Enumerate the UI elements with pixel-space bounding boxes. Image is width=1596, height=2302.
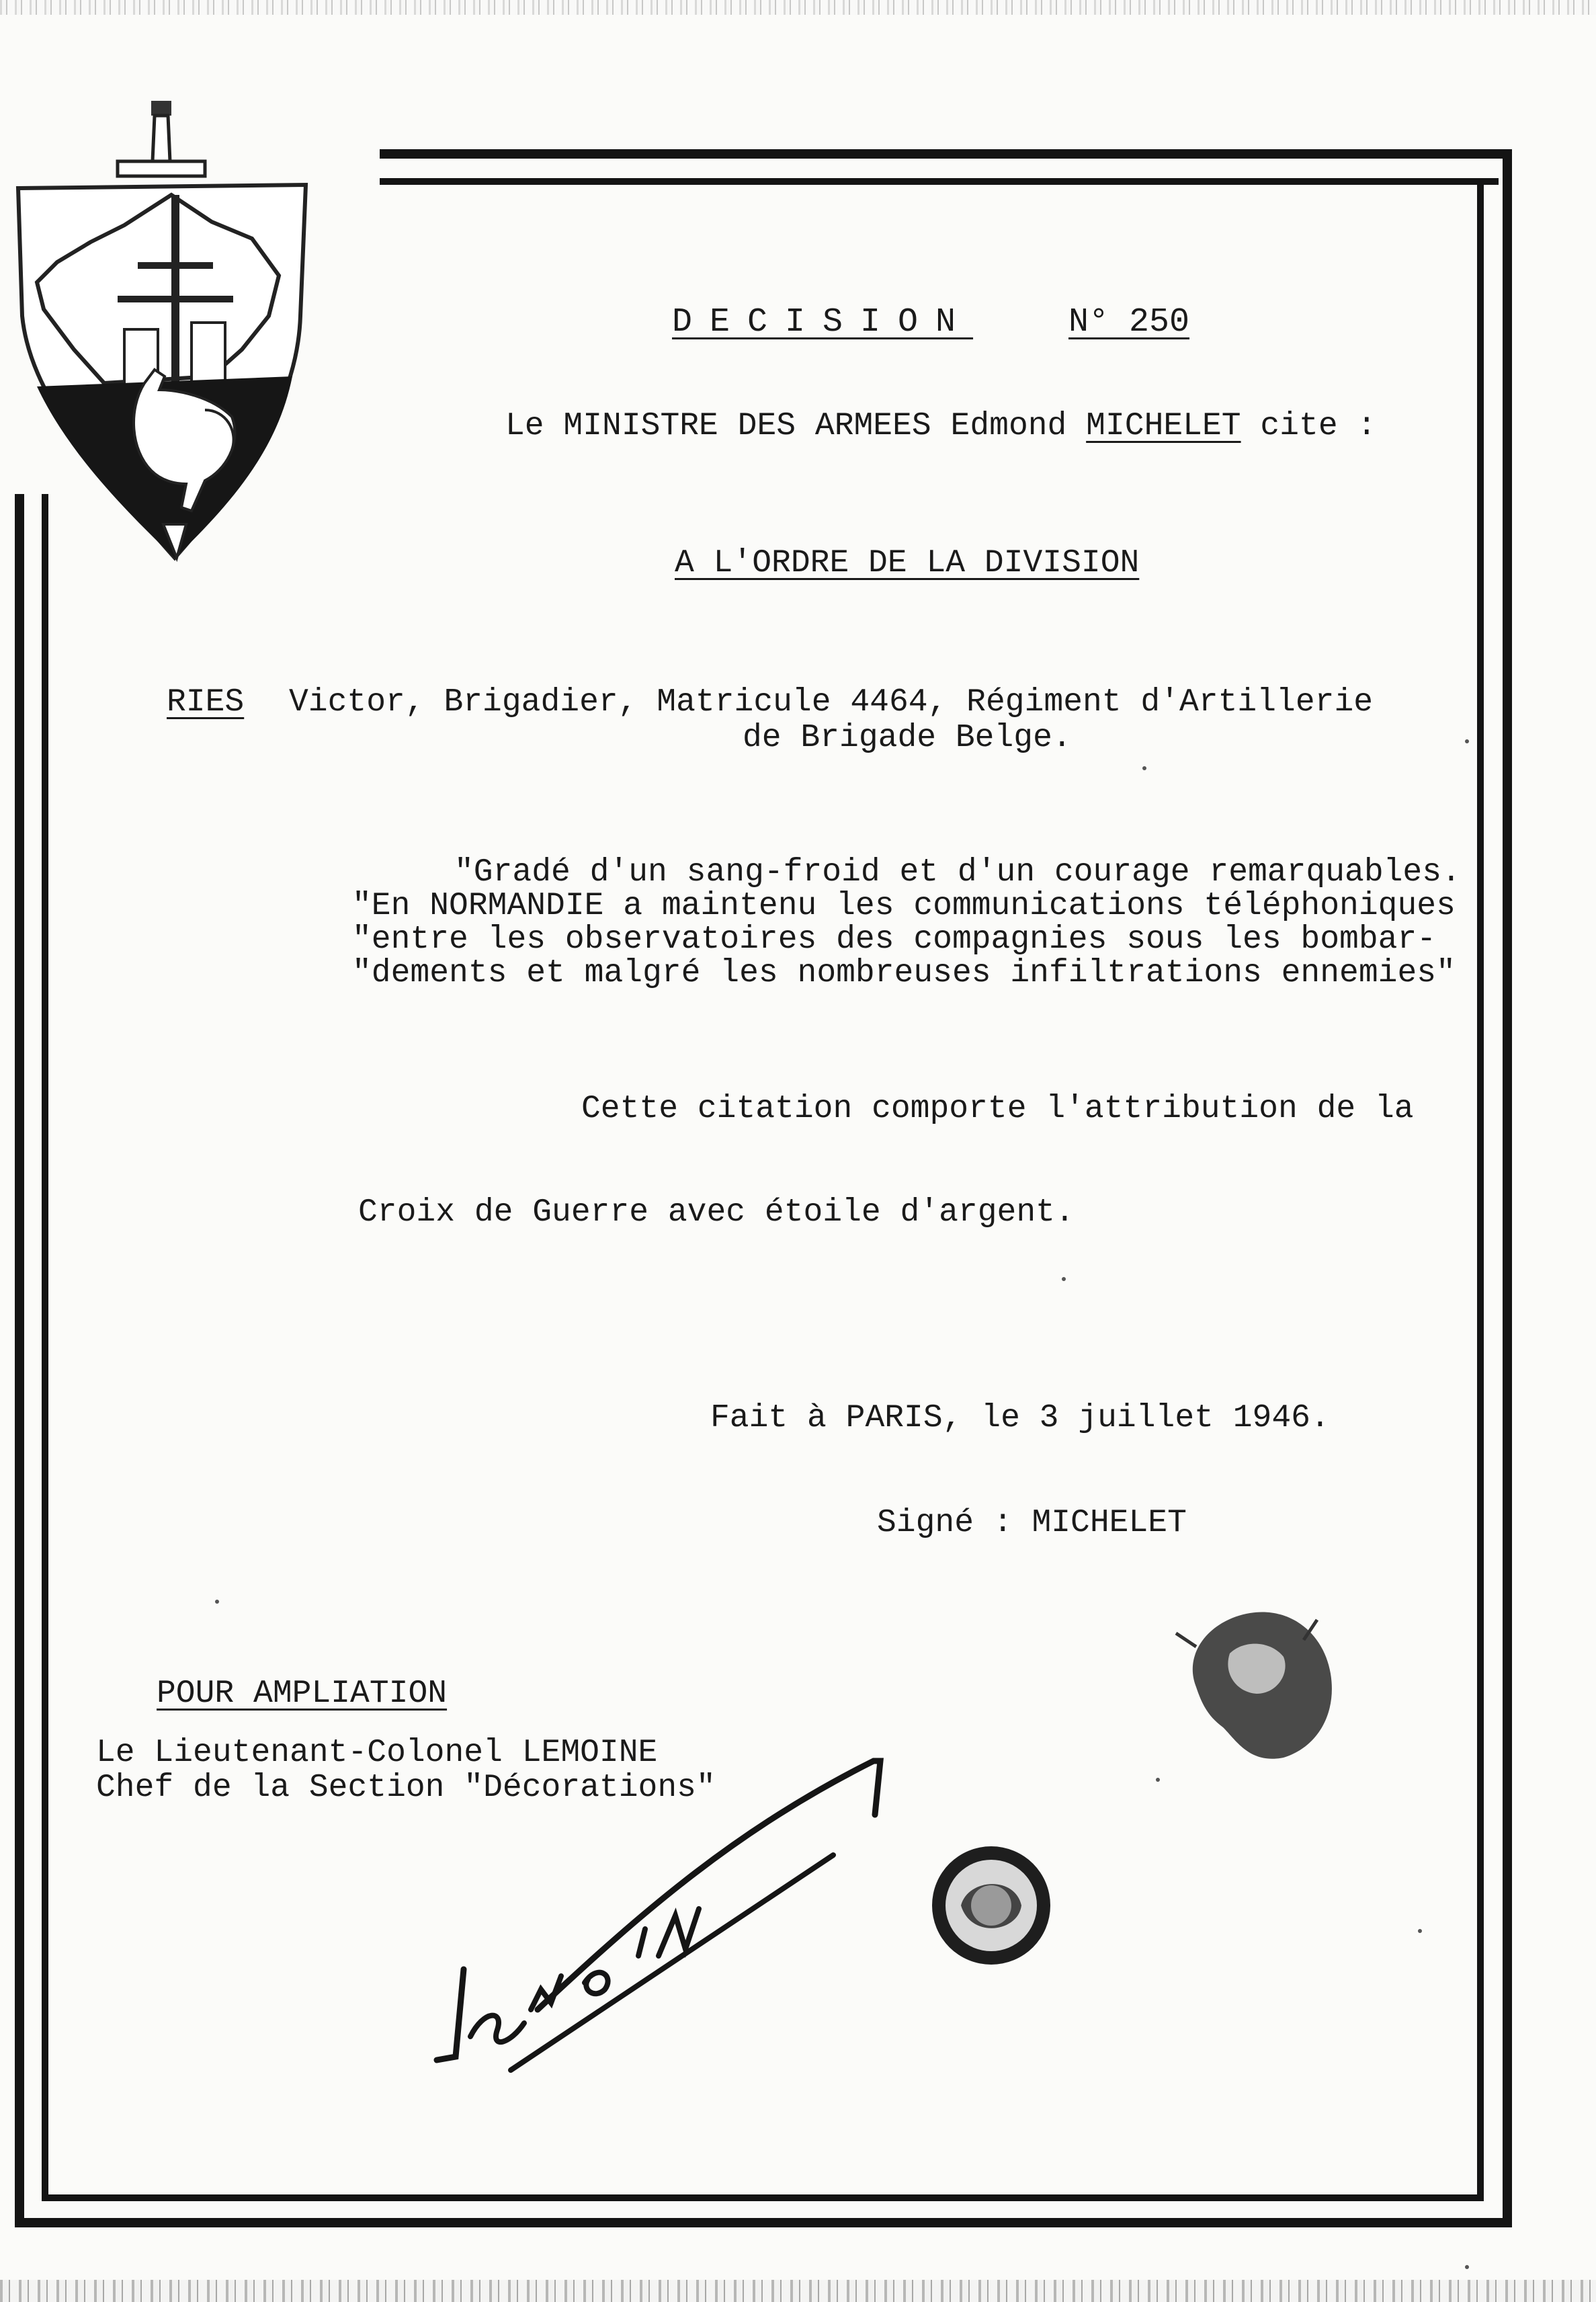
order-heading: A L'ORDRE DE LA DIVISION: [675, 545, 1140, 581]
award-line-2: Croix de Guerre avec étoile d'argent.: [358, 1194, 1075, 1231]
recipient-surname: RIES: [167, 684, 245, 721]
frame-left-inner: [42, 494, 48, 2201]
sword-grip: [153, 116, 170, 161]
frame-right-inner: [1477, 178, 1484, 2201]
sword-pommel: [151, 101, 171, 116]
decision-number: N° 250: [1068, 303, 1190, 341]
cross-bar-2: [118, 296, 233, 302]
minister-prefix: Le: [505, 408, 564, 444]
award-line-1: Cette citation comporte l'attribution de la: [581, 1091, 1414, 1127]
scan-speck: [1418, 1929, 1422, 1933]
scan-speck: [1142, 766, 1146, 770]
cross-bar-1: [138, 262, 213, 269]
scan-speck: [1156, 1778, 1160, 1782]
decision-title: DECISION: [672, 303, 974, 341]
citation-line: "dements et malgré les nombreuses infiltrations ennemies": [352, 955, 1456, 991]
ink-stamp-blot: [1156, 1593, 1357, 1768]
frame-top-inner: [380, 178, 1499, 185]
minister-first-name: Edmond: [931, 408, 1087, 444]
scan-speck: [1465, 2265, 1469, 2269]
place-date: Fait à PARIS, le 3 juillet 1946.: [710, 1400, 1330, 1436]
recipient-line-1: Victor, Brigadier, Matricule 4464, Régiment d'Artillerie: [289, 684, 1374, 721]
recipient-line-2: de Brigade Belge.: [743, 720, 1072, 756]
frame-bottom-outer: [15, 2218, 1512, 2227]
ampliation-heading: POUR AMPLIATION: [157, 1676, 448, 1712]
frame-right-outer: [1503, 149, 1512, 2227]
signed-line: Signé : MICHELET: [877, 1505, 1187, 1541]
minister-suffix: cite :: [1241, 408, 1377, 444]
scan-speck: [1465, 739, 1469, 743]
round-seal: [921, 1838, 1062, 1973]
ampliation-officer: Le Lieutenant-Colonel LEMOINE: [96, 1735, 658, 1771]
sword-guard: [118, 161, 205, 176]
minister-line: [505, 407, 1376, 445]
handwritten-signature: [423, 1754, 907, 2090]
scan-speck: [1062, 1277, 1066, 1281]
citation-line: "Gradé d'un sang-froid et d'un courage remarquables.: [454, 854, 1461, 891]
minister-last-name: MICHELET: [1086, 408, 1241, 444]
frame-left-outer: [15, 494, 24, 2227]
citation-line: "En NORMANDIE a maintenu les communications téléphoniques: [352, 888, 1456, 924]
coat-of-arms-emblem: [10, 94, 319, 565]
citation-line: "entre les observatoires des compagnies sous les bombar-: [352, 921, 1437, 958]
minister-title: MINISTRE DES ARMEES: [563, 408, 931, 444]
scan-edge-bottom: [0, 2280, 1596, 2302]
ampliation-section: Chef de la Section "Décorations": [96, 1770, 716, 1806]
frame-bottom-inner: [42, 2194, 1484, 2201]
scan-speck: [215, 1600, 219, 1604]
scan-edge-top: [0, 0, 1596, 15]
frame-top-outer: [380, 149, 1512, 159]
